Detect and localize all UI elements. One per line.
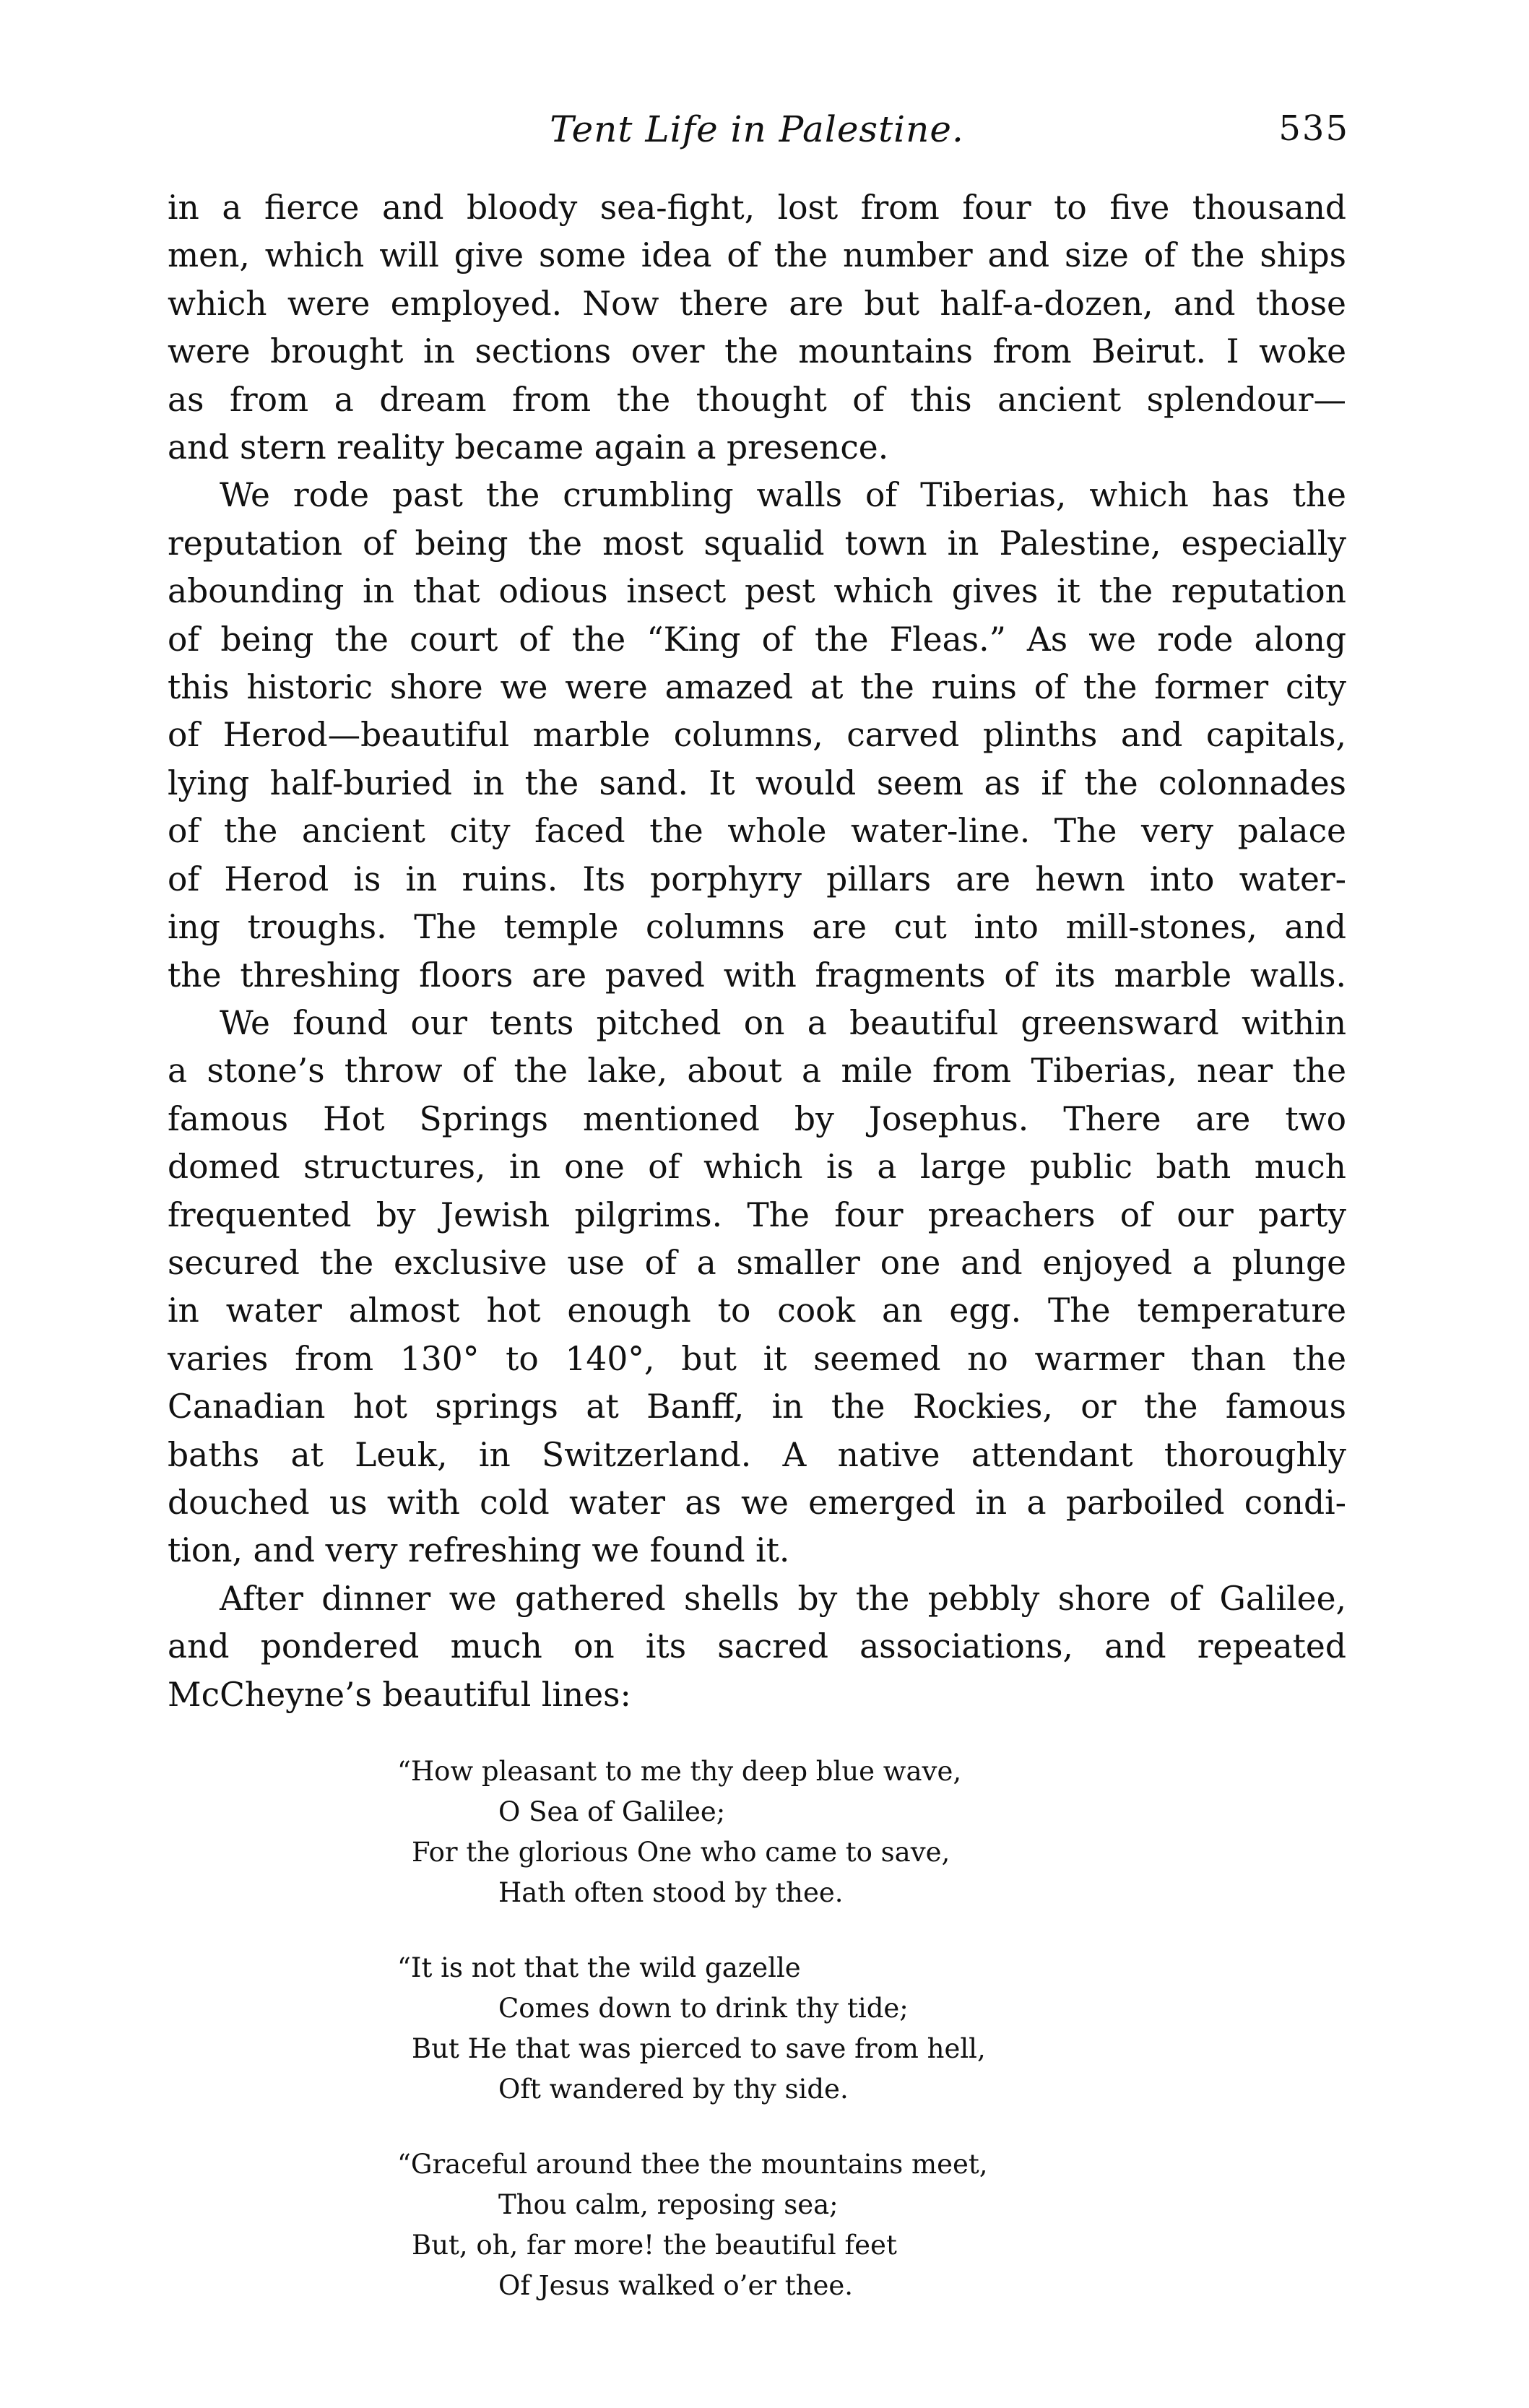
text-line: lying half-buried in the sand. It would seem as if the colonnades: [168, 763, 1346, 802]
poem-line: Of Jesus walked o’er thee.: [498, 2270, 854, 2301]
poem-line: Comes down to drink thy tide;: [498, 1993, 909, 2024]
text-line: douched us with cold water as we emerged in a parboiled condi-: [168, 1483, 1346, 1522]
text-line: a stone’s throw of the lake, about a mile from Tiberias, near the: [168, 1052, 1346, 1091]
page-number: 535: [1278, 108, 1349, 149]
poem-line: For the glorious One who came to save,: [412, 1837, 950, 1868]
text-line: varies from 130° to 140°, but it seemed no warmer than the: [168, 1339, 1346, 1378]
text-line: We rode past the crumbling walls of Tiberias, which has the: [220, 476, 1346, 515]
text-line: After dinner we gathered shells by the pebbly shore of Galilee,: [220, 1579, 1346, 1618]
text-line: Canadian hot springs at Banff, in the Rockies, or the famous: [168, 1387, 1346, 1426]
text-line: We found our tents pitched on a beautiful greensward within: [220, 1003, 1346, 1042]
paragraph-3: [168, 1000, 1346, 1575]
poem-line: “How pleasant to me thy deep blue wave,: [397, 1756, 962, 1787]
poem-line: Oft wandered by thy side.: [498, 2074, 849, 2105]
text-line: the threshing floors are paved with fragments of its marble walls.: [168, 956, 1346, 995]
text-line: men, which will give some idea of the number and size of the ships: [168, 236, 1346, 275]
poem-line: But He that was pierced to save from hell,: [412, 2033, 986, 2064]
body-text: [168, 184, 1346, 1719]
paragraph-2: [168, 472, 1346, 999]
text-line: reputation of being the most squalid town in Palestine, especially: [168, 524, 1346, 563]
text-line: secured the exclusive use of a smaller one and enjoyed a plunge: [168, 1243, 1346, 1282]
poem-line: O Sea of Galilee;: [498, 1796, 726, 1827]
text-line: ing troughs. The temple columns are cut into mill-stones, and: [168, 908, 1346, 947]
paragraph-4: [168, 1575, 1346, 1719]
poem-stanza-2: [397, 1948, 1119, 2110]
poem-line: But, oh, far more! the beautiful feet: [412, 2230, 897, 2261]
paragraph-1: [168, 184, 1346, 472]
text-line: tion, and very refreshing we found it.: [168, 1531, 790, 1570]
text-line: of Herod is in ruins. Its porphyry pillars are hewn into water-: [168, 859, 1346, 898]
poem: [397, 1751, 1119, 2341]
text-line: famous Hot Springs mentioned by Josephus. There are two: [168, 1099, 1346, 1138]
text-line: McCheyne’s beautiful lines:: [168, 1675, 631, 1714]
text-line: and pondered much on its sacred associations, and repeated: [168, 1627, 1346, 1666]
poem-line: “It is not that the wild gazelle: [397, 1952, 801, 1983]
text-line: and stern reality became again a presence.: [168, 428, 889, 467]
text-line: frequented by Jewish pilgrims. The four preachers of our party: [168, 1195, 1346, 1234]
poem-line: “Graceful around thee the mountains meet,: [397, 2149, 988, 2180]
poem-line: Thou calm, reposing sea;: [498, 2189, 839, 2220]
text-line: in water almost hot enough to cook an egg. The temperature: [168, 1291, 1346, 1330]
text-line: which were employed. Now there are but half-a-dozen, and those: [168, 284, 1346, 323]
text-line: of Herod—beautiful marble columns, carved plinths and capitals,: [168, 716, 1346, 755]
text-line: abounding in that odious insect pest which gives it the reputation: [168, 572, 1346, 611]
text-line: this historic shore we were amazed at the ruins of the former city: [168, 668, 1346, 707]
poem-line: Hath often stood by thee.: [498, 1877, 844, 1908]
page-header: [165, 108, 1349, 159]
text-line: baths at Leuk, in Switzerland. A native attendant thoroughly: [168, 1435, 1346, 1474]
running-title: Tent Life in Palestine.: [550, 108, 964, 150]
text-line: domed structures, in one of which is a large public bath much: [168, 1148, 1346, 1187]
poem-stanza-3: [397, 2144, 1119, 2306]
text-line: as from a dream from the thought of this ancient splendour—: [168, 380, 1346, 419]
text-line: were brought in sections over the mountains from Beirut. I woke: [168, 332, 1346, 371]
text-line: of the ancient city faced the whole water-line. The very palace: [168, 812, 1346, 851]
text-line: in a fierce and bloody sea-fight, lost from four to five thousand: [168, 189, 1346, 227]
text-line: of being the court of the “King of the Fleas.” As we rode along: [168, 620, 1346, 659]
poem-stanza-1: [397, 1751, 1119, 1913]
